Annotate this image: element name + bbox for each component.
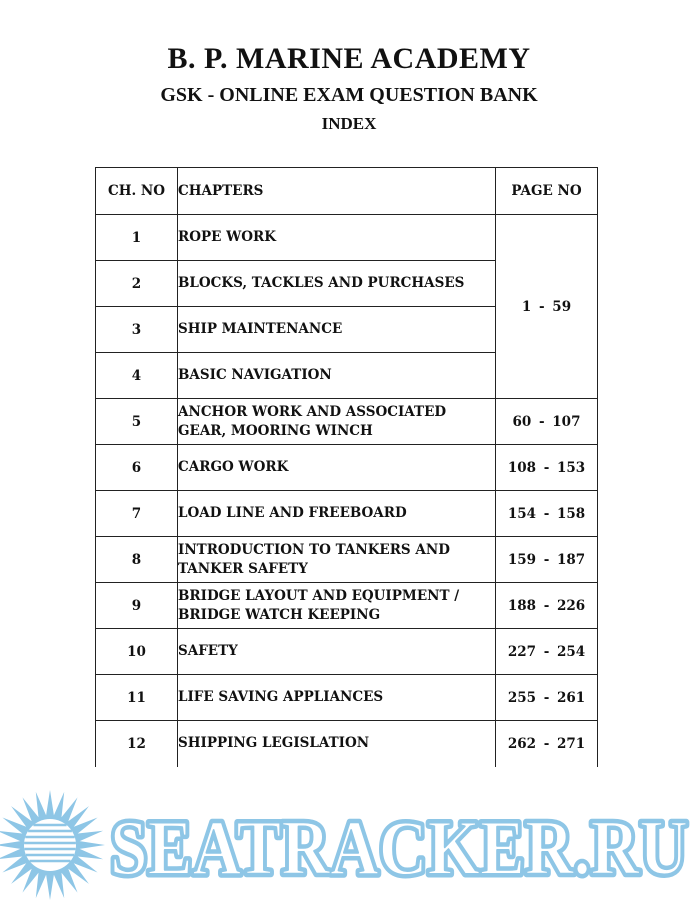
chapter-name: LOAD LINE AND FREEBOARD bbox=[178, 491, 496, 537]
page-title: B. P. MARINE ACADEMY bbox=[167, 42, 531, 75]
chapter-name: ROPE WORK bbox=[178, 215, 496, 261]
chapter-number: 8 bbox=[96, 537, 178, 583]
page-range: 227 - 254 bbox=[496, 629, 598, 675]
table-row bbox=[96, 445, 598, 491]
table-row bbox=[96, 399, 598, 445]
page-range: 159 - 187 bbox=[496, 537, 598, 583]
chapter-number: 9 bbox=[96, 583, 178, 629]
chapter-number: 11 bbox=[96, 675, 178, 721]
chapter-name: INTRODUCTION TO TANKERS AND TANKER SAFETY bbox=[178, 537, 496, 583]
chapter-number: 3 bbox=[96, 307, 178, 353]
chapter-name: SAFETY bbox=[178, 629, 496, 675]
chapter-name: BRIDGE LAYOUT AND EQUIPMENT / BRIDGE WATCH KEEPING bbox=[178, 583, 496, 629]
table-row bbox=[96, 675, 598, 721]
sun-core bbox=[24, 819, 76, 871]
chapter-number: 12 bbox=[96, 721, 178, 767]
column-header-page-no: PAGE NO bbox=[496, 168, 598, 215]
sun-icon bbox=[0, 790, 105, 900]
page-range: 1 - 59 bbox=[496, 215, 598, 399]
page-range: 255 - 261 bbox=[496, 675, 598, 721]
chapter-number: 7 bbox=[96, 491, 178, 537]
column-header-chapters: CHAPTERS bbox=[178, 168, 496, 215]
chapter-name: SHIP MAINTENANCE bbox=[178, 307, 496, 353]
chapter-number: 4 bbox=[96, 353, 178, 399]
table-row bbox=[96, 583, 598, 629]
page-range: 188 - 226 bbox=[496, 583, 598, 629]
index-table bbox=[95, 167, 598, 767]
page-range: 262 - 271 bbox=[496, 721, 598, 767]
chapter-name: LIFE SAVING APPLIANCES bbox=[178, 675, 496, 721]
chapter-number: 5 bbox=[96, 399, 178, 445]
table-row bbox=[96, 629, 598, 675]
chapter-name: BLOCKS, TACKLES AND PURCHASES bbox=[178, 261, 496, 307]
chapter-number: 6 bbox=[96, 445, 178, 491]
table-header-row bbox=[96, 168, 598, 215]
column-header-ch-no: CH. NO bbox=[96, 168, 178, 215]
chapter-number: 2 bbox=[96, 261, 178, 307]
table-row bbox=[96, 537, 598, 583]
watermark-text-outline: SEATRACKER.RU bbox=[110, 808, 688, 888]
table-row bbox=[96, 491, 598, 537]
chapter-number: 10 bbox=[96, 629, 178, 675]
watermark-text-logo bbox=[110, 808, 690, 888]
table-row bbox=[96, 215, 598, 261]
table-row bbox=[96, 721, 598, 767]
section-heading: INDEX bbox=[321, 114, 377, 133]
page-subtitle: GSK - ONLINE EXAM QUESTION BANK bbox=[160, 84, 538, 106]
page-range: 60 - 107 bbox=[496, 399, 598, 445]
page-range: 154 - 158 bbox=[496, 491, 598, 537]
chapter-name: SHIPPING LEGISLATION bbox=[178, 721, 496, 767]
chapter-number: 1 bbox=[96, 215, 178, 261]
chapter-name: BASIC NAVIGATION bbox=[178, 353, 496, 399]
chapter-name: CARGO WORK bbox=[178, 445, 496, 491]
watermark-text: SEATRACKER.RU bbox=[110, 808, 688, 888]
page-range: 108 - 153 bbox=[496, 445, 598, 491]
chapter-name: ANCHOR WORK AND ASSOCIATED GEAR, MOORING WINCH bbox=[178, 399, 496, 445]
